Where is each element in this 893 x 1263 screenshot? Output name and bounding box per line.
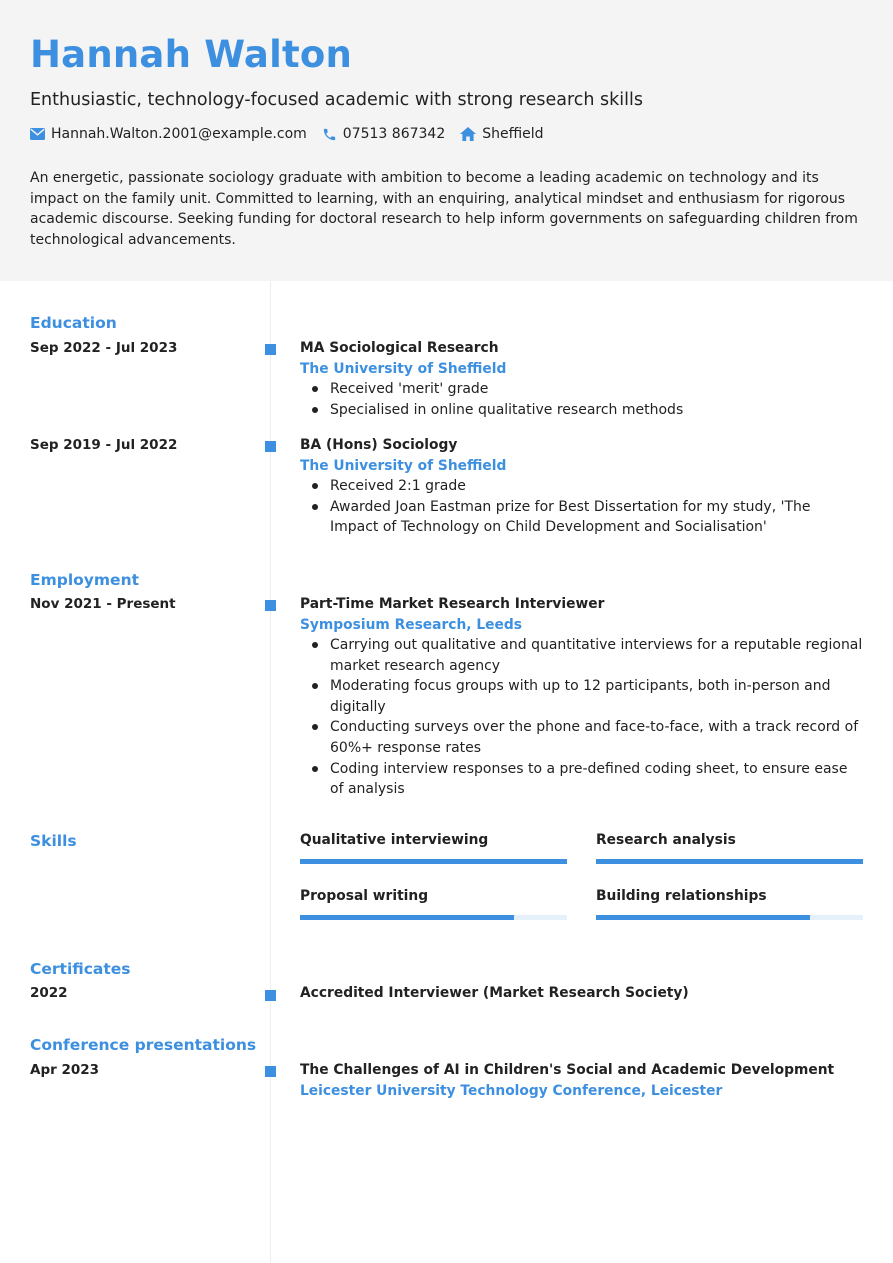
timeline-marker — [265, 600, 276, 611]
skill-name: Research analysis — [596, 832, 736, 848]
list-item: Conducting surveys over the phone and face-to-face, with a track record of 60%+ response rates — [300, 717, 863, 758]
section-title-certificates: Certificates — [30, 960, 131, 978]
timeline-divider — [270, 281, 271, 1263]
contact-bar — [30, 126, 559, 142]
contact-location — [460, 126, 543, 142]
contact-phone[interactable] — [322, 126, 445, 142]
skill-level-bar — [596, 915, 863, 920]
skill-level-bar — [596, 859, 863, 864]
degree-title: BA (Hons) Sociology — [300, 437, 458, 453]
skill-level-bar — [300, 915, 567, 920]
conference-entry — [300, 1060, 863, 1101]
section-title-skills: Skills — [30, 832, 77, 850]
skill-level-fill — [596, 859, 863, 864]
envelope-icon — [30, 128, 45, 140]
skill-level-bar — [300, 859, 567, 864]
institution-name: The University of Sheffield — [300, 457, 507, 474]
skill-item — [300, 888, 567, 904]
profile-summary: An energetic, passionate sociology graduate with ambition to become a leading academic on technology and its impact on the family unit. Committed to learning, with an enquiring, analytical mindset and enthusiasm for rigorous academic discourse. Seeking funding for doctoral research to help inform governments on safeguarding children from technological advancements. — [30, 170, 858, 248]
candidate-name: Hannah Walton — [30, 33, 352, 76]
timeline-marker — [265, 344, 276, 355]
section-title-conferences: Conference presentations — [30, 1036, 257, 1054]
achievement-list — [300, 379, 863, 420]
certificate-title: Accredited Interviewer (Market Research Society) — [300, 985, 689, 1001]
timeline-marker — [265, 441, 276, 452]
job-title: Part-Time Market Research Interviewer — [300, 596, 605, 612]
presentation-title: The Challenges of AI in Children's Social and Academic Development — [300, 1062, 835, 1078]
skill-name: Building relationships — [596, 888, 767, 904]
location-text: Sheffield — [482, 126, 544, 142]
phone-text: 07513 867342 — [342, 126, 446, 142]
email-text: Hannah.Walton.2001@example.com — [51, 126, 307, 142]
responsibility-list — [300, 635, 863, 800]
employment-entry — [300, 594, 863, 800]
company-name: Symposium Research, Leeds — [300, 616, 522, 633]
institution-name: The University of Sheffield — [300, 360, 507, 377]
section-title-employment: Employment — [30, 571, 140, 589]
phone-icon — [322, 127, 337, 142]
timeline-marker — [265, 990, 276, 1001]
conference-venue: Leicester University Technology Conference, Leicester — [300, 1082, 723, 1099]
skill-item — [300, 832, 567, 848]
employment-date: Nov 2021 - Present — [30, 596, 176, 612]
list-item: Received 2:1 grade — [300, 476, 863, 497]
education-entry — [300, 435, 863, 538]
skill-item — [596, 888, 863, 904]
skill-level-fill — [596, 915, 810, 920]
section-title-education: Education — [30, 314, 117, 332]
list-item: Awarded Joan Eastman prize for Best Dissertation for my study, 'The Impact of Technology on Child Development and Socialisation' — [300, 497, 863, 538]
contact-email[interactable] — [30, 126, 307, 142]
list-item: Carrying out qualitative and quantitative interviews for a reputable regional market research agency — [300, 635, 863, 676]
timeline-marker — [265, 1066, 276, 1077]
degree-title: MA Sociological Research — [300, 340, 499, 356]
education-date: Sep 2019 - Jul 2022 — [30, 437, 178, 453]
list-item: Coding interview responses to a pre-defined coding sheet, to ensure ease of analysis — [300, 759, 863, 800]
skill-name: Proposal writing — [300, 888, 429, 904]
skill-level-fill — [300, 915, 514, 920]
skill-item — [596, 832, 863, 848]
tagline: Enthusiastic, technology-focused academic with strong research skills — [30, 90, 644, 110]
list-item: Specialised in online qualitative research methods — [300, 400, 863, 421]
achievement-list — [300, 476, 863, 538]
resume-header — [0, 0, 893, 281]
certificate-date: 2022 — [30, 985, 68, 1001]
conference-date: Apr 2023 — [30, 1062, 100, 1078]
education-date: Sep 2022 - Jul 2023 — [30, 340, 178, 356]
certificate-entry — [300, 983, 863, 1004]
skill-name: Qualitative interviewing — [300, 832, 489, 848]
home-icon — [460, 127, 476, 141]
skill-level-fill — [300, 859, 567, 864]
list-item: Received 'merit' grade — [300, 379, 863, 400]
education-entry — [300, 338, 863, 420]
list-item: Moderating focus groups with up to 12 participants, both in-person and digitally — [300, 676, 863, 717]
